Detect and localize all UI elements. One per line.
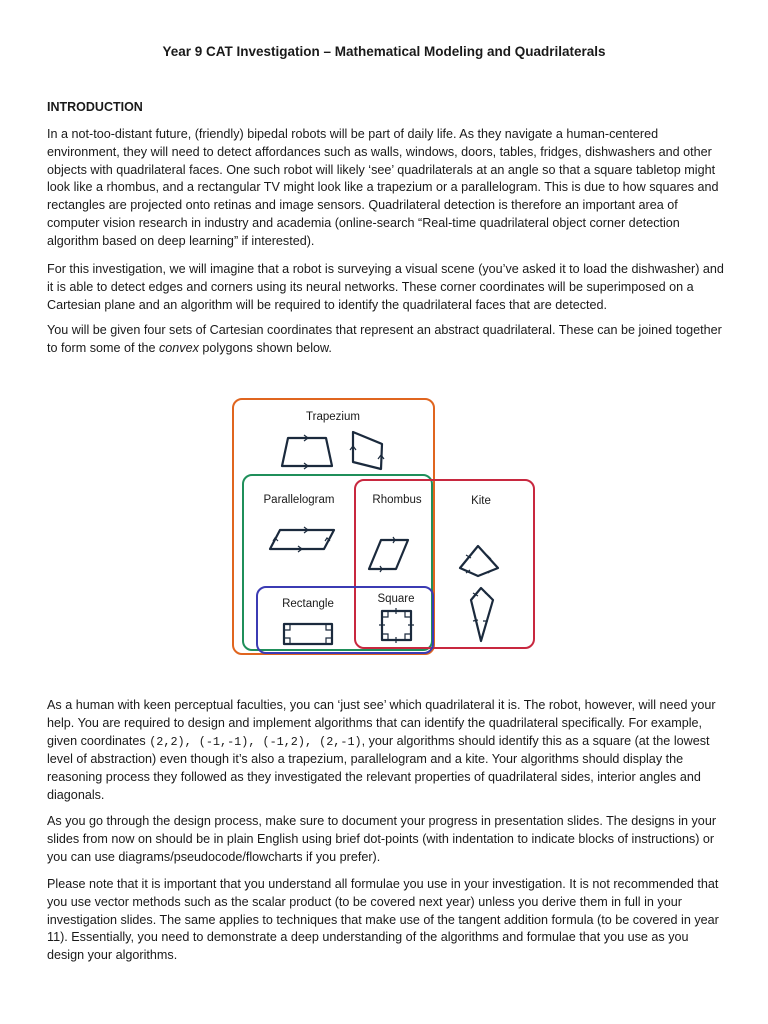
label-parallelogram: Parallelogram — [263, 494, 335, 506]
paragraph-coordinates-text-2: polygons shown below. — [198, 340, 332, 355]
emphasis-convex: convex — [159, 340, 199, 355]
square-shape — [379, 608, 414, 643]
trapezium-shape-2 — [350, 432, 384, 469]
rectangle-shape — [284, 624, 332, 644]
label-trapezium: Trapezium — [306, 411, 360, 423]
paragraph-example — [47, 697, 727, 805]
example-coordinates: (2,2), (-1,-1), (-1,2), (2,-1) — [149, 734, 362, 749]
trapezium-shape-1 — [282, 435, 332, 469]
parallelogram-shape — [270, 527, 334, 552]
paragraph-investigation: For this investigation, we will imagine that a robot is surveying a visual scene (you’ve asked it to load the dishwasher) and it is able to detect edges and corners using its neural networks. These corner coordinates will be superimposed on a Cartesian plane and an algorithm will be required to identify the quadrilateral faces that are detected. — [47, 262, 724, 312]
paragraph-example-text-1: As a human with keen perceptual faculties, you can ‘just see’ which quadrilateral it is. The robot, however, will need your help. You are required to design and implement algorithms that can identify the quadrilateral specifically. For example, given coordinates — [47, 698, 716, 748]
paragraph-intro: In a not-too-distant future, (friendly) bipedal robots will be part of daily life. As they navigate a human-centered environment, they will need to detect affordances such as walls, windows, doors, tables, fridges, dishwashers and other objects with quadrilateral faces. One such robot will likely ‘see’ quadrilaterals at an angle so that a square tabletop might look like a rhombus, and a rectangular TV might look like a trapezium or a parallelogram. This is due to how squares and rectangles are projected onto retinas and image sensors. Quadrilateral detection is therefore an important area of computer vision research in industry and academia (online-search “Real-time quadrilateral object corner detection algorithm based on deep learning” if interested). — [47, 127, 719, 248]
paragraph-coordinates — [47, 322, 727, 358]
kite-shape-2 — [471, 588, 493, 641]
label-rectangle: Rectangle — [282, 598, 334, 610]
document-title: Year 9 CAT Investigation – Mathematical Modeling and Quadrilaterals — [162, 44, 606, 59]
paragraph-example-text-2: , your algorithms should identify this as a square (at the lowest level of abstraction) even though it’s also a trapezium, parallelogram and a kite. Your algorithms should display the reasoning process they followed as they investigated the relevant properties of quadrilateral sides, interior angles and diagonals. — [47, 733, 710, 802]
trapezium-region — [233, 399, 434, 654]
label-rhombus: Rhombus — [372, 494, 422, 506]
label-kite: Kite — [471, 495, 491, 507]
paragraph-coordinates-text-1: You will be given four sets of Cartesian coordinates that represent an abstract quadrilateral. These can be joined together to form some of the — [47, 323, 722, 355]
paragraph-design-process: As you go through the design process, make sure to document your progress in presentation slides. The designs in your slides from now on should be in plain English using brief dot-points (with indentation to indicate blocks of instructions) or you can use diagrams/pseudocode/flowcharts if you prefer). — [47, 814, 717, 864]
section-heading-introduction: INTRODUCTION — [47, 100, 143, 114]
kite-shape-1 — [460, 546, 498, 576]
rhombus-shape — [369, 537, 408, 572]
paragraph-formulae: Please note that it is important that you understand all formulae you use in your investigation. It is not recommended that you use vector methods such as the scalar product (to be covered next year) unless you derive them in full in your investigation slides. The same applies to techniques that make use of the tangent addition formula (to be covered in year 11). Essentially, you need to demonstrate a deep understanding of the algorithms and formulae that you use as you design your algorithms. — [47, 877, 719, 963]
quadrilateral-venn-diagram — [222, 392, 542, 660]
label-square: Square — [377, 593, 415, 605]
